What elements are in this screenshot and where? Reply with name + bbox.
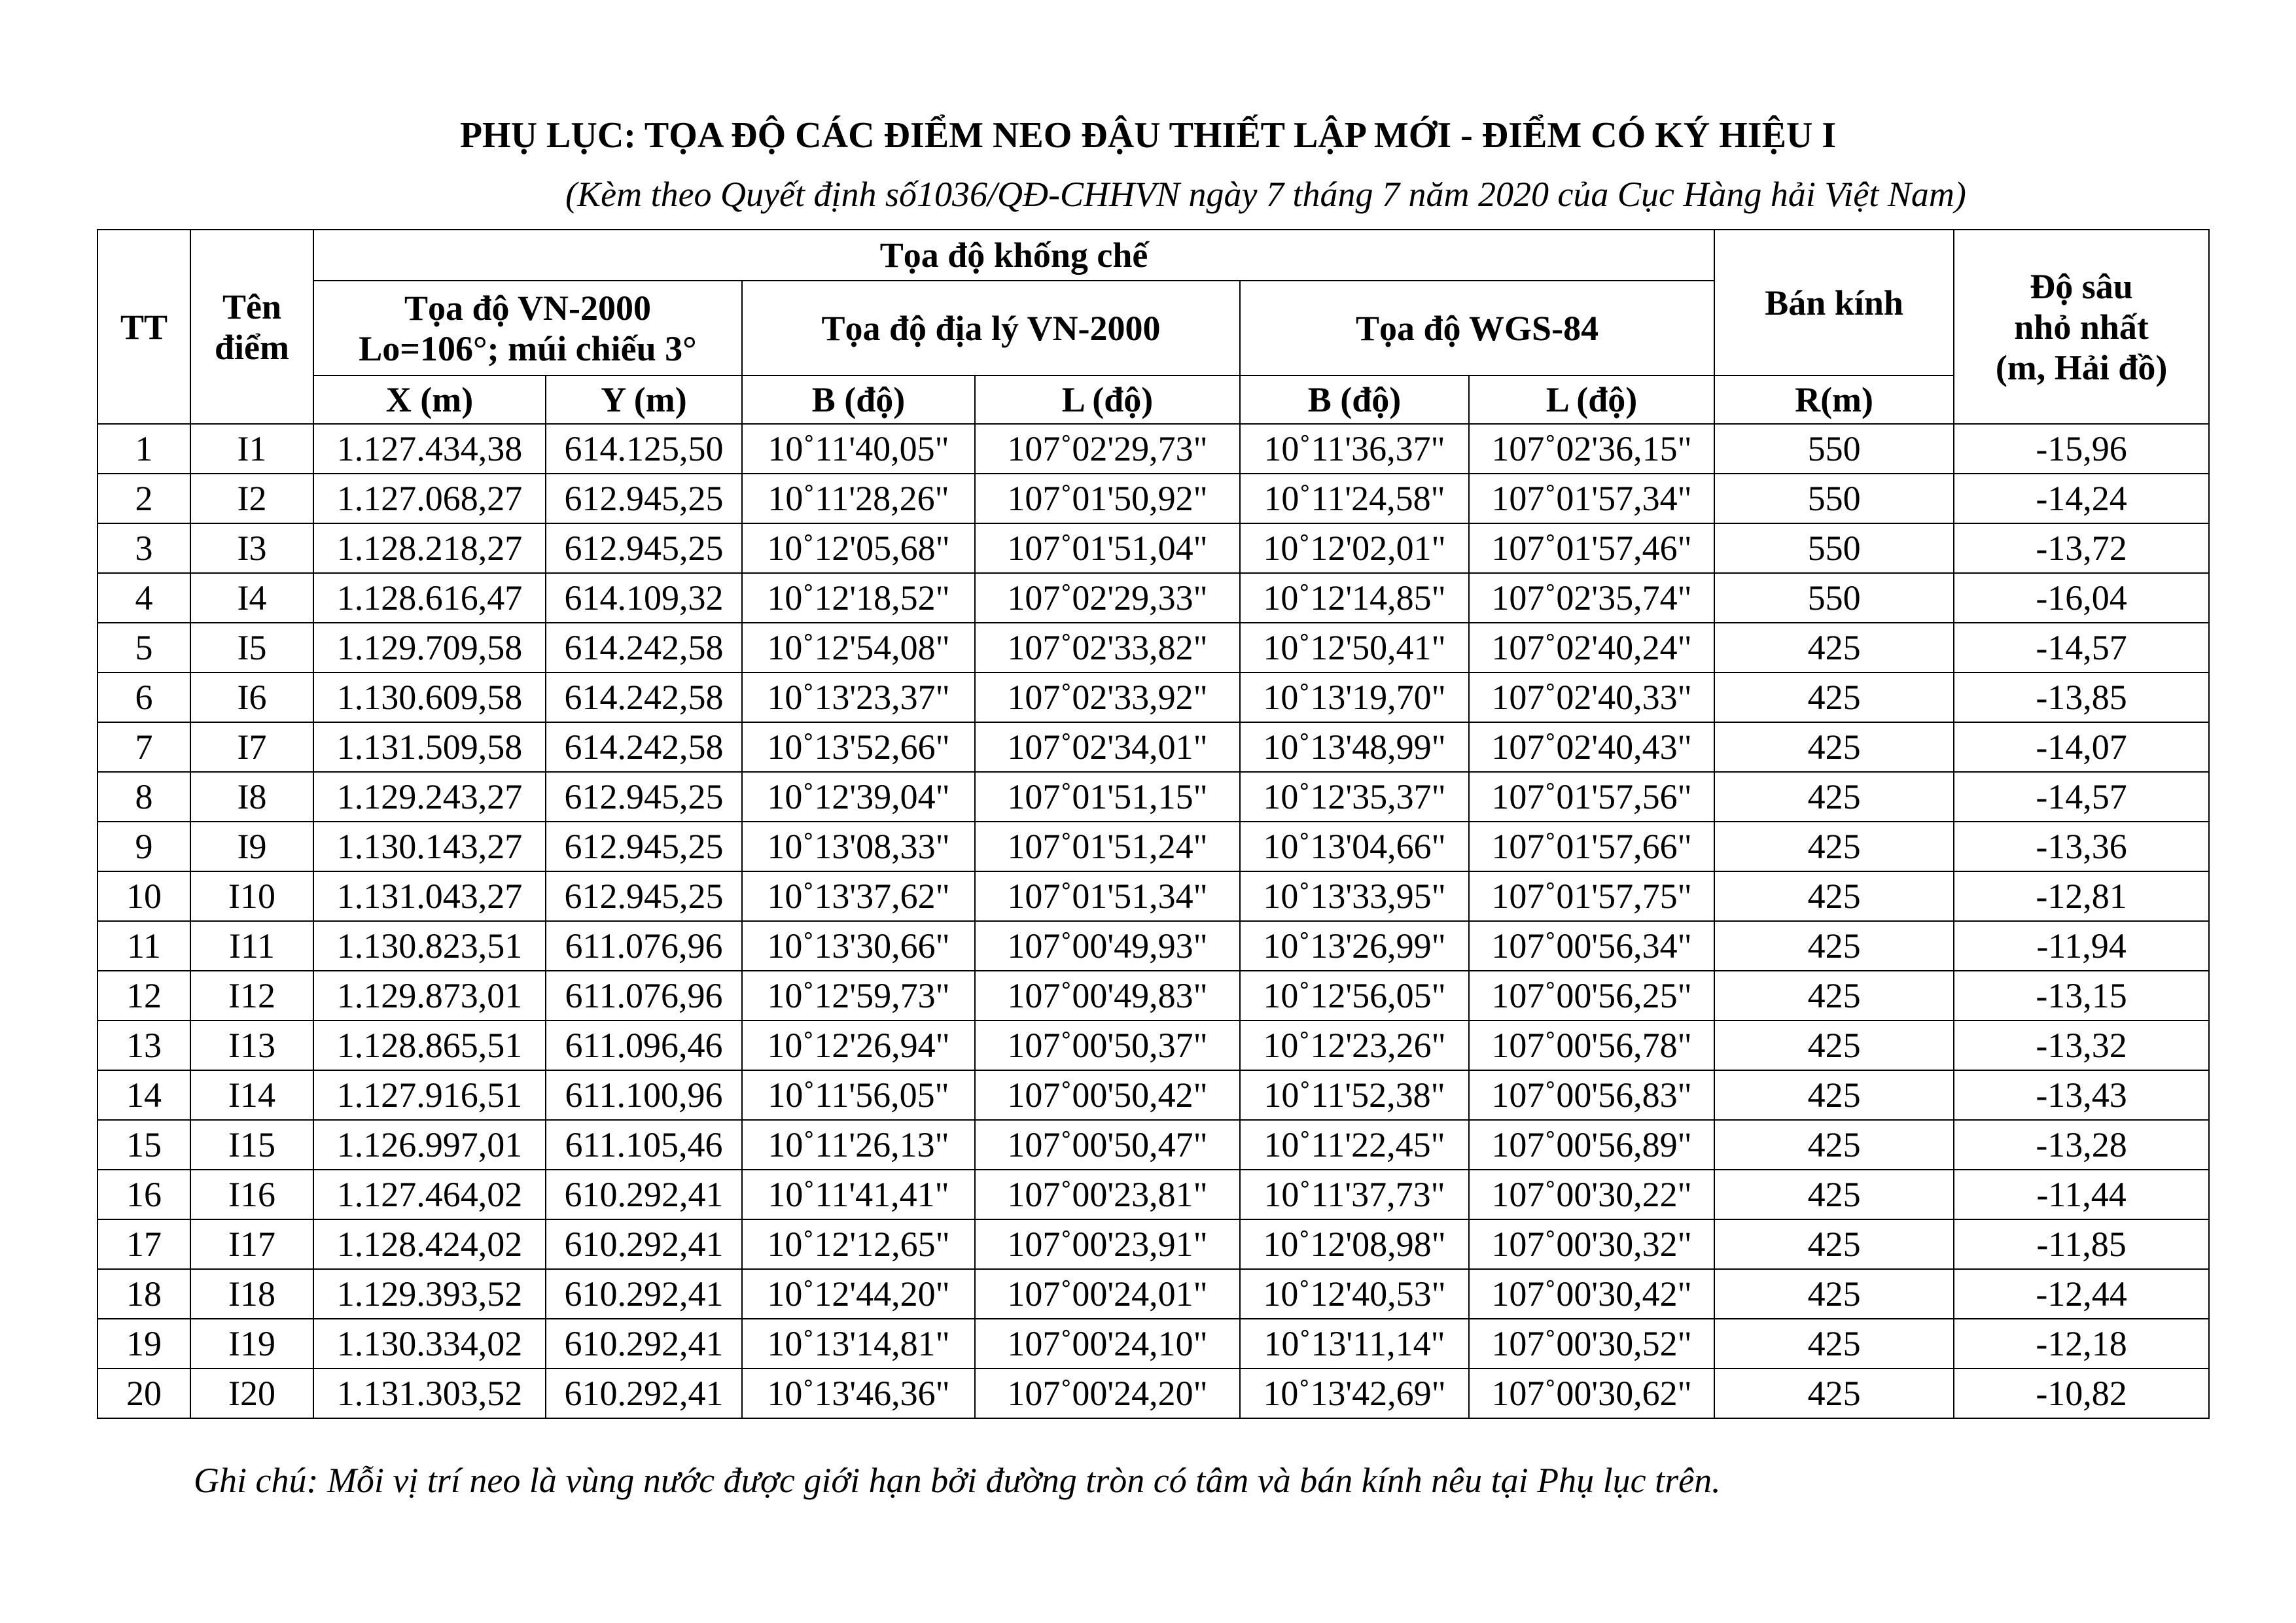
cell-l-wgs84: 107˚02'40,33" xyxy=(1469,672,1714,722)
cell-b-wgs84: 10˚13'42,69" xyxy=(1240,1369,1469,1418)
table-row xyxy=(97,772,2209,822)
cell-b-wgs84: 10˚12'02,01" xyxy=(1240,523,1469,573)
cell-l-wgs84: 107˚02'36,15" xyxy=(1469,424,1714,474)
cell-depth: -13,85 xyxy=(1954,672,2209,722)
cell-y: 611.076,96 xyxy=(546,971,742,1021)
cell-x: 1.127.068,27 xyxy=(313,474,546,523)
header-l-wgs84: L (độ) xyxy=(1469,375,1714,424)
cell-radius: 425 xyxy=(1714,672,1954,722)
cell-l-vn2000: 107˚02'29,33" xyxy=(975,573,1240,623)
cell-b-vn2000: 10˚12'05,68" xyxy=(742,523,975,573)
cell-name: I15 xyxy=(190,1120,313,1170)
cell-b-wgs84: 10˚13'04,66" xyxy=(1240,822,1469,871)
cell-y: 611.076,96 xyxy=(546,921,742,971)
cell-tt: 17 xyxy=(97,1219,190,1269)
cell-tt: 20 xyxy=(97,1369,190,1418)
cell-x: 1.131.043,27 xyxy=(313,871,546,921)
cell-depth: -11,44 xyxy=(1954,1170,2209,1219)
cell-name: I7 xyxy=(190,722,313,772)
cell-radius: 425 xyxy=(1714,871,1954,921)
cell-depth: -12,18 xyxy=(1954,1319,2209,1369)
cell-x: 1.127.916,51 xyxy=(313,1070,546,1120)
cell-name: I4 xyxy=(190,573,313,623)
cell-depth: -13,72 xyxy=(1954,523,2209,573)
cell-tt: 9 xyxy=(97,822,190,871)
table-row xyxy=(97,1219,2209,1269)
table-row xyxy=(97,1269,2209,1319)
cell-x: 1.130.143,27 xyxy=(313,822,546,871)
cell-tt: 2 xyxy=(97,474,190,523)
cell-l-vn2000: 107˚01'51,34" xyxy=(975,871,1240,921)
cell-depth: -13,28 xyxy=(1954,1120,2209,1170)
cell-y: 612.945,25 xyxy=(546,523,742,573)
cell-y: 614.242,58 xyxy=(546,722,742,772)
cell-radius: 425 xyxy=(1714,921,1954,971)
header-r: R(m) xyxy=(1714,375,1954,424)
header-ban-kinh: Bán kính xyxy=(1714,230,1954,375)
cell-depth: -13,15 xyxy=(1954,971,2209,1021)
header-b-wgs84: B (độ) xyxy=(1240,375,1469,424)
cell-radius: 425 xyxy=(1714,1070,1954,1120)
cell-radius: 425 xyxy=(1714,1219,1954,1269)
cell-l-vn2000: 107˚01'51,04" xyxy=(975,523,1240,573)
cell-b-wgs84: 10˚11'22,45" xyxy=(1240,1120,1469,1170)
footnote: Ghi chú: Mỗi vị trí neo là vùng nước được giới hạn bởi đường tròn có tâm và bán kính nêu tại Phụ lục trên. xyxy=(194,1461,1721,1500)
cell-b-wgs84: 10˚11'36,37" xyxy=(1240,424,1469,474)
cell-x: 1.126.997,01 xyxy=(313,1120,546,1170)
cell-l-vn2000: 107˚01'51,15" xyxy=(975,772,1240,822)
cell-b-vn2000: 10˚11'40,05" xyxy=(742,424,975,474)
cell-depth: -15,96 xyxy=(1954,424,2209,474)
cell-b-wgs84: 10˚12'40,53" xyxy=(1240,1269,1469,1319)
cell-radius: 425 xyxy=(1714,971,1954,1021)
cell-tt: 1 xyxy=(97,424,190,474)
cell-tt: 8 xyxy=(97,772,190,822)
cell-b-vn2000: 10˚11'28,26" xyxy=(742,474,975,523)
cell-x: 1.131.509,58 xyxy=(313,722,546,772)
cell-name: I20 xyxy=(190,1369,313,1418)
cell-b-vn2000: 10˚13'14,81" xyxy=(742,1319,975,1369)
cell-b-wgs84: 10˚13'11,14" xyxy=(1240,1319,1469,1369)
cell-x: 1.129.393,52 xyxy=(313,1269,546,1319)
document-subtitle xyxy=(0,173,2296,216)
cell-b-wgs84: 10˚12'50,41" xyxy=(1240,623,1469,672)
table-row xyxy=(97,971,2209,1021)
header-vn2000-line2: Lo=106°; múi chiếu 3° xyxy=(359,328,697,368)
cell-name: I1 xyxy=(190,424,313,474)
cell-radius: 425 xyxy=(1714,1319,1954,1369)
cell-tt: 13 xyxy=(97,1021,190,1070)
cell-l-vn2000: 107˚01'50,92" xyxy=(975,474,1240,523)
cell-depth: -10,82 xyxy=(1954,1369,2209,1418)
cell-b-wgs84: 10˚11'37,73" xyxy=(1240,1170,1469,1219)
header-y: Y (m) xyxy=(546,375,742,424)
cell-b-wgs84: 10˚12'23,26" xyxy=(1240,1021,1469,1070)
cell-b-vn2000: 10˚13'30,66" xyxy=(742,921,975,971)
cell-depth: -13,36 xyxy=(1954,822,2209,871)
cell-l-wgs84: 107˚02'40,43" xyxy=(1469,722,1714,772)
cell-b-vn2000: 10˚12'12,65" xyxy=(742,1219,975,1269)
cell-x: 1.130.609,58 xyxy=(313,672,546,722)
cell-name: I9 xyxy=(190,822,313,871)
cell-b-vn2000: 10˚13'46,36" xyxy=(742,1369,975,1418)
table-row xyxy=(97,871,2209,921)
cell-y: 611.100,96 xyxy=(546,1070,742,1120)
cell-l-wgs84: 107˚01'57,34" xyxy=(1469,474,1714,523)
cell-l-wgs84: 107˚00'56,25" xyxy=(1469,971,1714,1021)
cell-l-wgs84: 107˚00'56,83" xyxy=(1469,1070,1714,1120)
cell-b-wgs84: 10˚12'56,05" xyxy=(1240,971,1469,1021)
cell-x: 1.129.873,01 xyxy=(313,971,546,1021)
cell-tt: 10 xyxy=(97,871,190,921)
cell-y: 612.945,25 xyxy=(546,871,742,921)
cell-radius: 425 xyxy=(1714,1021,1954,1070)
cell-l-vn2000: 107˚00'50,37" xyxy=(975,1021,1240,1070)
cell-x: 1.127.434,38 xyxy=(313,424,546,474)
cell-y: 610.292,41 xyxy=(546,1369,742,1418)
cell-b-wgs84: 10˚11'52,38" xyxy=(1240,1070,1469,1120)
table-header xyxy=(97,230,2209,424)
cell-l-wgs84: 107˚01'57,75" xyxy=(1469,871,1714,921)
cell-name: I11 xyxy=(190,921,313,971)
cell-name: I2 xyxy=(190,474,313,523)
cell-name: I8 xyxy=(190,772,313,822)
header-do-sau-line1: Độ sâu xyxy=(2030,266,2133,306)
header-wgs84: Tọa độ WGS-84 xyxy=(1240,281,1714,375)
cell-tt: 19 xyxy=(97,1319,190,1369)
cell-x: 1.127.464,02 xyxy=(313,1170,546,1219)
table-row xyxy=(97,623,2209,672)
table-row xyxy=(97,523,2209,573)
cell-depth: -11,85 xyxy=(1954,1219,2209,1269)
header-ten-diem-line1: Tên xyxy=(222,287,282,326)
cell-radius: 425 xyxy=(1714,1369,1954,1418)
cell-b-vn2000: 10˚11'41,41" xyxy=(742,1170,975,1219)
cell-x: 1.129.243,27 xyxy=(313,772,546,822)
cell-y: 612.945,25 xyxy=(546,772,742,822)
cell-l-vn2000: 107˚00'24,01" xyxy=(975,1269,1240,1319)
cell-depth: -12,44 xyxy=(1954,1269,2209,1319)
header-ten-diem xyxy=(190,230,313,424)
cell-b-vn2000: 10˚12'39,04" xyxy=(742,772,975,822)
cell-l-wgs84: 107˚01'57,66" xyxy=(1469,822,1714,871)
cell-name: I19 xyxy=(190,1319,313,1369)
cell-name: I13 xyxy=(190,1021,313,1070)
cell-l-vn2000: 107˚00'50,47" xyxy=(975,1120,1240,1170)
header-dia-ly: Tọa độ địa lý VN-2000 xyxy=(742,281,1240,375)
cell-x: 1.128.424,02 xyxy=(313,1219,546,1269)
cell-depth: -16,04 xyxy=(1954,573,2209,623)
table-row xyxy=(97,573,2209,623)
cell-depth: -11,94 xyxy=(1954,921,2209,971)
cell-name: I14 xyxy=(190,1070,313,1120)
cell-b-vn2000: 10˚12'54,08" xyxy=(742,623,975,672)
header-ten-diem-line2: điểm xyxy=(215,327,289,367)
cell-name: I18 xyxy=(190,1269,313,1319)
cell-tt: 3 xyxy=(97,523,190,573)
cell-name: I16 xyxy=(190,1170,313,1219)
header-vn2000-line1: Tọa độ VN-2000 xyxy=(404,288,652,328)
header-do-sau-line2: nhỏ nhất xyxy=(2014,307,2149,347)
cell-l-wgs84: 107˚00'56,78" xyxy=(1469,1021,1714,1070)
cell-y: 610.292,41 xyxy=(546,1319,742,1369)
header-vn2000 xyxy=(313,281,742,375)
cell-x: 1.130.823,51 xyxy=(313,921,546,971)
cell-b-wgs84: 10˚12'14,85" xyxy=(1240,573,1469,623)
cell-b-wgs84: 10˚13'33,95" xyxy=(1240,871,1469,921)
cell-b-wgs84: 10˚11'24,58" xyxy=(1240,474,1469,523)
cell-depth: -14,24 xyxy=(1954,474,2209,523)
cell-tt: 4 xyxy=(97,573,190,623)
cell-l-vn2000: 107˚00'50,42" xyxy=(975,1070,1240,1120)
cell-l-wgs84: 107˚00'30,22" xyxy=(1469,1170,1714,1219)
cell-b-wgs84: 10˚12'08,98" xyxy=(1240,1219,1469,1269)
cell-l-vn2000: 107˚01'51,24" xyxy=(975,822,1240,871)
cell-b-vn2000: 10˚11'56,05" xyxy=(742,1070,975,1120)
cell-l-wgs84: 107˚01'57,56" xyxy=(1469,772,1714,822)
cell-name: I10 xyxy=(190,871,313,921)
cell-l-wgs84: 107˚00'30,32" xyxy=(1469,1219,1714,1269)
header-b-vn2000: B (độ) xyxy=(742,375,975,424)
header-x: X (m) xyxy=(313,375,546,424)
cell-l-wgs84: 107˚00'56,89" xyxy=(1469,1120,1714,1170)
cell-radius: 550 xyxy=(1714,573,1954,623)
cell-l-wgs84: 107˚02'35,74" xyxy=(1469,573,1714,623)
cell-y: 610.292,41 xyxy=(546,1170,742,1219)
table-row xyxy=(97,424,2209,474)
cell-tt: 18 xyxy=(97,1269,190,1319)
cell-tt: 14 xyxy=(97,1070,190,1120)
header-do-sau-line3: (m, Hải đồ) xyxy=(1995,347,2168,387)
cell-b-vn2000: 10˚12'44,20" xyxy=(742,1269,975,1319)
coordinates-table xyxy=(97,229,2210,1419)
table-row xyxy=(97,1070,2209,1120)
cell-radius: 425 xyxy=(1714,1170,1954,1219)
cell-name: I12 xyxy=(190,971,313,1021)
cell-depth: -14,57 xyxy=(1954,623,2209,672)
cell-radius: 550 xyxy=(1714,424,1954,474)
cell-radius: 425 xyxy=(1714,772,1954,822)
table-row xyxy=(97,474,2209,523)
cell-radius: 425 xyxy=(1714,1120,1954,1170)
cell-b-vn2000: 10˚13'37,62" xyxy=(742,871,975,921)
table-row xyxy=(97,1369,2209,1418)
header-tt: TT xyxy=(97,230,190,424)
cell-radius: 425 xyxy=(1714,1269,1954,1319)
cell-name: I17 xyxy=(190,1219,313,1269)
cell-x: 1.130.334,02 xyxy=(313,1319,546,1369)
table-row xyxy=(97,1170,2209,1219)
cell-l-vn2000: 107˚02'33,82" xyxy=(975,623,1240,672)
cell-x: 1.129.709,58 xyxy=(313,623,546,672)
cell-b-vn2000: 10˚13'08,33" xyxy=(742,822,975,871)
cell-radius: 425 xyxy=(1714,822,1954,871)
table-body xyxy=(97,424,2209,1418)
cell-y: 611.096,46 xyxy=(546,1021,742,1070)
cell-depth: -14,57 xyxy=(1954,772,2209,822)
table-row xyxy=(97,1021,2209,1070)
cell-x: 1.128.616,47 xyxy=(313,573,546,623)
cell-tt: 15 xyxy=(97,1120,190,1170)
cell-depth: -13,32 xyxy=(1954,1021,2209,1070)
cell-l-wgs84: 107˚00'30,62" xyxy=(1469,1369,1714,1418)
cell-b-wgs84: 10˚13'26,99" xyxy=(1240,921,1469,971)
cell-x: 1.128.865,51 xyxy=(313,1021,546,1070)
cell-tt: 7 xyxy=(97,722,190,772)
cell-y: 614.109,32 xyxy=(546,573,742,623)
cell-radius: 425 xyxy=(1714,623,1954,672)
cell-depth: -13,43 xyxy=(1954,1070,2209,1120)
cell-y: 610.292,41 xyxy=(546,1269,742,1319)
cell-radius: 550 xyxy=(1714,474,1954,523)
cell-y: 612.945,25 xyxy=(546,474,742,523)
cell-radius: 550 xyxy=(1714,523,1954,573)
table-row xyxy=(97,722,2209,772)
cell-l-wgs84: 107˚01'57,46" xyxy=(1469,523,1714,573)
cell-depth: -14,07 xyxy=(1954,722,2209,772)
cell-l-vn2000: 107˚00'49,83" xyxy=(975,971,1240,1021)
cell-x: 1.128.218,27 xyxy=(313,523,546,573)
cell-tt: 16 xyxy=(97,1170,190,1219)
cell-b-vn2000: 10˚11'26,13" xyxy=(742,1120,975,1170)
cell-b-vn2000: 10˚13'52,66" xyxy=(742,722,975,772)
cell-b-vn2000: 10˚12'18,52" xyxy=(742,573,975,623)
table-row xyxy=(97,1120,2209,1170)
cell-x: 1.131.303,52 xyxy=(313,1369,546,1418)
cell-l-wgs84: 107˚00'30,42" xyxy=(1469,1269,1714,1319)
cell-tt: 5 xyxy=(97,623,190,672)
document-title: PHỤ LỤC: TỌA ĐỘ CÁC ĐIỂM NEO ĐẬU THIẾT LẬP MỚI - ĐIỂM CÓ KÝ HIỆU I xyxy=(459,115,1837,156)
cell-tt: 6 xyxy=(97,672,190,722)
cell-l-vn2000: 107˚02'33,92" xyxy=(975,672,1240,722)
cell-y: 611.105,46 xyxy=(546,1120,742,1170)
cell-tt: 11 xyxy=(97,921,190,971)
cell-name: I6 xyxy=(190,672,313,722)
cell-l-vn2000: 107˚00'24,20" xyxy=(975,1369,1240,1418)
table-row xyxy=(97,1319,2209,1369)
cell-b-vn2000: 10˚12'59,73" xyxy=(742,971,975,1021)
cell-y: 612.945,25 xyxy=(546,822,742,871)
table-row xyxy=(97,672,2209,722)
cell-l-vn2000: 107˚00'23,81" xyxy=(975,1170,1240,1219)
cell-name: I5 xyxy=(190,623,313,672)
table-row xyxy=(97,822,2209,871)
cell-l-vn2000: 107˚02'34,01" xyxy=(975,722,1240,772)
cell-tt: 12 xyxy=(97,971,190,1021)
cell-b-wgs84: 10˚13'48,99" xyxy=(1240,722,1469,772)
cell-l-vn2000: 107˚00'24,10" xyxy=(975,1319,1240,1369)
header-l-vn2000: L (độ) xyxy=(975,375,1240,424)
cell-y: 614.125,50 xyxy=(546,424,742,474)
cell-l-wgs84: 107˚00'30,52" xyxy=(1469,1319,1714,1369)
cell-y: 614.242,58 xyxy=(546,623,742,672)
header-do-sau xyxy=(1954,230,2209,424)
cell-l-vn2000: 107˚00'49,93" xyxy=(975,921,1240,971)
cell-name: I3 xyxy=(190,523,313,573)
cell-b-wgs84: 10˚13'19,70" xyxy=(1240,672,1469,722)
cell-b-vn2000: 10˚12'26,94" xyxy=(742,1021,975,1070)
cell-radius: 425 xyxy=(1714,722,1954,772)
cell-b-wgs84: 10˚12'35,37" xyxy=(1240,772,1469,822)
cell-depth: -12,81 xyxy=(1954,871,2209,921)
cell-l-wgs84: 107˚00'56,34" xyxy=(1469,921,1714,971)
cell-l-vn2000: 107˚00'23,91" xyxy=(975,1219,1240,1269)
cell-y: 614.242,58 xyxy=(546,672,742,722)
cell-b-vn2000: 10˚13'23,37" xyxy=(742,672,975,722)
cell-y: 610.292,41 xyxy=(546,1219,742,1269)
cell-l-vn2000: 107˚02'29,73" xyxy=(975,424,1240,474)
cell-l-wgs84: 107˚02'40,24" xyxy=(1469,623,1714,672)
subtitle-text: (Kèm theo Quyết định số1036/QĐ-CHHVN ngày 7 tháng 7 năm 2020 của Cục Hàng hải Việt Nam) xyxy=(565,175,1966,214)
header-toa-do-khong-che: Tọa độ khống chế xyxy=(313,230,1714,281)
table-row xyxy=(97,921,2209,971)
